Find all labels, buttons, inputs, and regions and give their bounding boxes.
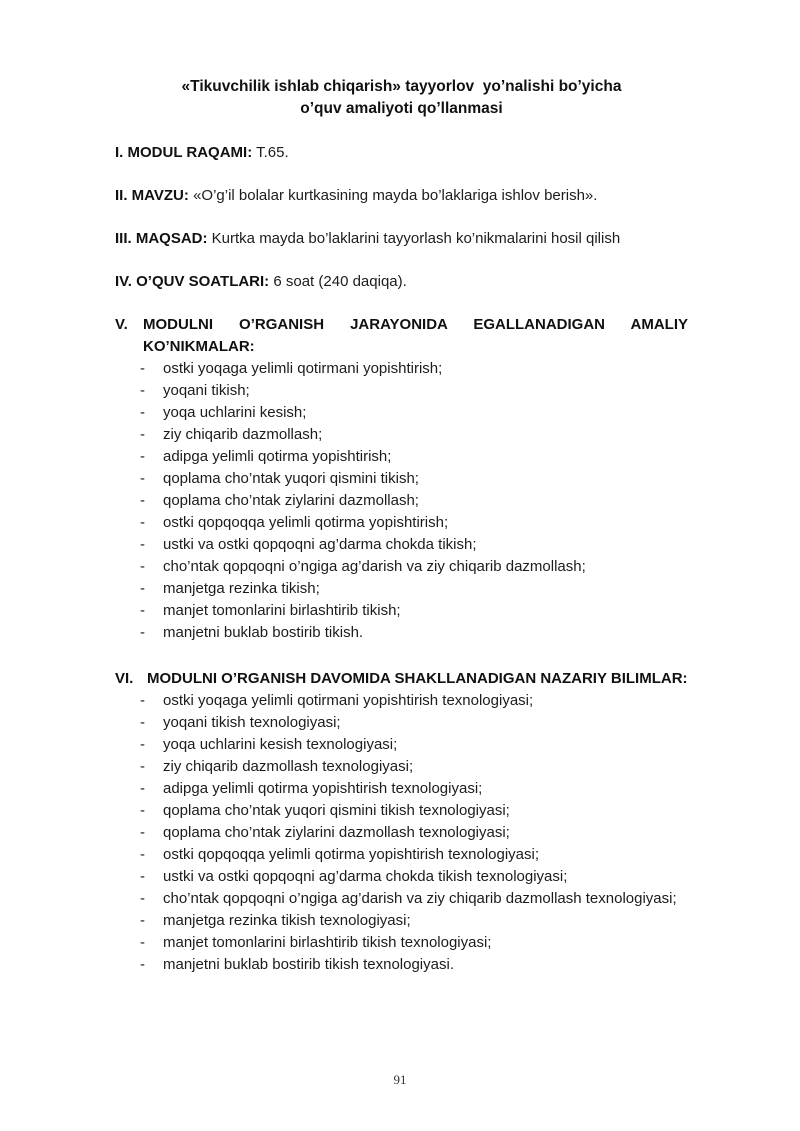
list-item-text: qoplama cho’ntak ziylarini dazmollash texnologiyasi; [163, 824, 510, 841]
list-item-text: manjetga rezinka tikish texnologiyasi; [163, 912, 411, 929]
section-vi-heading [115, 668, 688, 690]
list-item [140, 600, 688, 622]
list-item-text: ustki va ostki qopqoqni ag’darma chokda tikish texnologiyasi; [163, 868, 568, 885]
dash-bullet: - [140, 602, 145, 619]
list-item [140, 954, 688, 976]
dash-bullet: - [140, 382, 145, 399]
section-text: T.65. [256, 144, 289, 161]
dash-bullet: - [140, 536, 145, 553]
dash-bullet: - [140, 802, 145, 819]
list-item [140, 932, 688, 954]
dash-bullet: - [140, 448, 145, 465]
section-paragraph [115, 185, 688, 207]
dash-bullet: - [140, 846, 145, 863]
list-item-text: adipga yelimli qotirma yopishtirish texnologiyasi; [163, 780, 483, 797]
page-number: 91 [393, 1072, 407, 1087]
list-item [140, 578, 688, 600]
list-item-text: manjet tomonlarini birlashtirib tikish; [163, 602, 401, 619]
dash-bullet: - [140, 492, 145, 509]
dash-bullet: - [140, 824, 145, 841]
list-item [140, 910, 688, 932]
section-paragraph [115, 142, 688, 164]
section-label: I. MODUL RAQAMI: [115, 144, 253, 161]
list-item [140, 446, 688, 468]
title-line-1: «Tikuvchilik ishlab chiqarish» tayyorlov yo’nalishi bo’yicha [181, 78, 622, 95]
section-text: Kurtka mayda bo’laklarini tayyorlash ko’nikmalarini hosil qilish [211, 230, 621, 247]
list-item [140, 512, 688, 534]
dash-bullet: - [140, 404, 145, 421]
list-item-text: manjet tomonlarini birlashtirib tikish texnologiyasi; [163, 934, 492, 951]
section-v-heading-text: MODULNI O’RGANISH JARAYONIDA EGALLANADIGAN AMALIY KO’NIKMALAR: [143, 316, 688, 355]
list-item-text: ostki yoqaga yelimli qotirmani yopishtirish; [163, 360, 443, 377]
dash-bullet: - [140, 360, 145, 377]
dash-bullet: - [140, 514, 145, 531]
section-vi [115, 668, 688, 976]
dash-bullet: - [140, 470, 145, 487]
list-item [140, 756, 688, 778]
dash-bullet: - [140, 956, 145, 973]
list-item [140, 402, 688, 424]
dash-bullet: - [140, 912, 145, 929]
section-v-numeral: V. [115, 316, 128, 333]
list-item [140, 424, 688, 446]
list-item [140, 358, 688, 380]
list-item [140, 734, 688, 756]
list-item [140, 888, 688, 910]
list-item [140, 690, 688, 712]
dash-bullet: - [140, 780, 145, 797]
list-item-text: manjetni buklab bostirib tikish. [163, 624, 364, 641]
dash-bullet: - [140, 890, 145, 907]
section-paragraph [115, 271, 688, 293]
list-item [140, 778, 688, 800]
list-item [140, 822, 688, 844]
list-item-text: qoplama cho’ntak yuqori qismini tikish; [163, 470, 419, 487]
numbered-sections [115, 142, 688, 293]
list-item-text: cho’ntak qopqoqni o’ngiga ag’darish va ziy chiqarib dazmollash; [163, 558, 586, 575]
list-item-text: manjetni buklab bostirib tikish texnologiyasi. [163, 956, 454, 973]
list-item-text: cho’ntak qopqoqni o’ngiga ag’darish va ziy chiqarib dazmollash texnologiyasi; [163, 890, 677, 907]
dash-bullet: - [140, 934, 145, 951]
list-item [140, 622, 688, 644]
page-title [115, 76, 688, 120]
section-label: III. MAQSAD: [115, 230, 208, 247]
list-item [140, 380, 688, 402]
list-item-text: yoqani tikish; [163, 382, 250, 399]
section-paragraph [115, 228, 688, 250]
list-item [140, 844, 688, 866]
list-item [140, 800, 688, 822]
list-item [140, 490, 688, 512]
dash-bullet: - [140, 426, 145, 443]
list-item [140, 556, 688, 578]
section-v-heading [115, 314, 688, 358]
list-item-text: ustki va ostki qopqoqni ag’darma chokda tikish; [163, 536, 477, 553]
section-text: «O’g’il bolalar kurtkasining mayda bo’laklariga ishlov berish». [193, 187, 598, 204]
list-item-text: ostki yoqaga yelimli qotirmani yopishtirish texnologiyasi; [163, 692, 534, 709]
dash-bullet: - [140, 868, 145, 885]
section-v [115, 314, 688, 644]
title-line-2: o’quv amaliyoti qo’llanmasi [300, 100, 503, 117]
list-item [140, 866, 688, 888]
list-item-text: yoqa uchlarini kesish texnologiyasi; [163, 736, 398, 753]
section-vi-numeral: VI. [115, 670, 134, 687]
section-label: IV. O’QUV SOATLARI: [115, 273, 270, 290]
section-vi-heading-text: MODULNI O’RGANISH DAVOMIDA SHAKLLANADIGAN NAZARIY BILIMLAR: [147, 670, 688, 687]
dash-bullet: - [140, 736, 145, 753]
list-item-text: ziy chiqarib dazmollash; [163, 426, 323, 443]
list-item-text: qoplama cho’ntak ziylarini dazmollash; [163, 492, 419, 509]
list-item-text: ostki qopqoqqa yelimli qotirma yopishtirish; [163, 514, 449, 531]
list-item-text: ostki qopqoqqa yelimli qotirma yopishtirish texnologiyasi; [163, 846, 540, 863]
dash-bullet: - [140, 692, 145, 709]
list-item-text: qoplama cho’ntak yuqori qismini tikish texnologiyasi; [163, 802, 510, 819]
list-item-text: yoqa uchlarini kesish; [163, 404, 307, 421]
section-text: 6 soat (240 daqiqa). [273, 273, 407, 290]
list-item [140, 534, 688, 556]
section-vi-list [115, 690, 688, 976]
list-item-text: ziy chiqarib dazmollash texnologiyasi; [163, 758, 414, 775]
list-item-text: yoqani tikish texnologiyasi; [163, 714, 341, 731]
list-item [140, 468, 688, 490]
dash-bullet: - [140, 580, 145, 597]
dash-bullet: - [140, 558, 145, 575]
list-item-text: adipga yelimli qotirma yopishtirish; [163, 448, 392, 465]
dash-bullet: - [140, 624, 145, 641]
list-item-text: manjetga rezinka tikish; [163, 580, 320, 597]
dash-bullet: - [140, 758, 145, 775]
section-v-list [115, 358, 688, 644]
dash-bullet: - [140, 714, 145, 731]
list-item [140, 712, 688, 734]
section-label: II. MAVZU: [115, 187, 189, 204]
